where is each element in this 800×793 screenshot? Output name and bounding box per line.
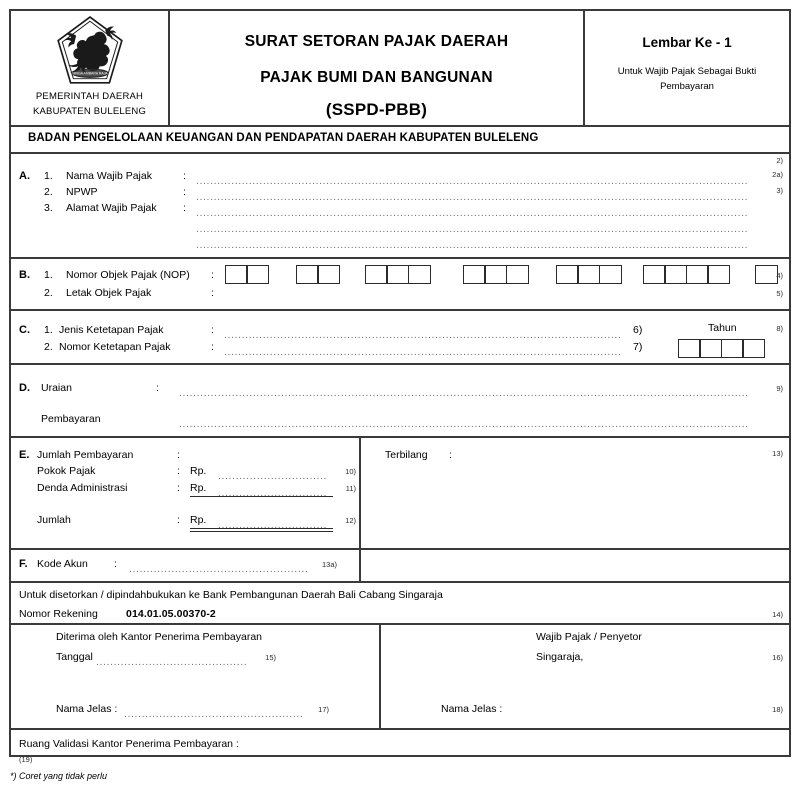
nop-box-group-7[interactable] — [755, 265, 778, 284]
section-e-row-2-colon: : — [177, 482, 180, 494]
section-e-title-colon: : — [177, 449, 180, 461]
section-d-input-line-2[interactable] — [179, 419, 747, 429]
section-b-row-1-colon: : — [211, 269, 214, 281]
section-c-letter: C. — [19, 324, 30, 336]
section-a-row-1-colon: : — [183, 170, 186, 182]
receiver-name-input-line[interactable] — [124, 709, 302, 719]
nop-box[interactable] — [599, 265, 622, 284]
taxpayer-name-ref: 18) — [772, 705, 783, 714]
section-f-vertical-divider — [359, 548, 361, 581]
section-f-label: Kode Akun — [37, 558, 88, 570]
rule-above-section-d — [11, 363, 789, 365]
form-title-abbreviation: (SSPD-PBB) — [325, 100, 428, 119]
signature-vertical-divider — [379, 623, 381, 728]
section-c-row-1-colon: : — [211, 324, 214, 336]
section-e-row-2-label: Denda Administrasi — [37, 482, 128, 494]
rule-above-section-c — [11, 309, 789, 311]
section-c-row-2-label: Nomor Ketetapan Pajak — [59, 341, 171, 353]
year-box-group[interactable] — [678, 339, 765, 358]
rule-above-validation — [11, 728, 789, 730]
section-e-total-rule — [190, 528, 333, 532]
rule-above-signatures — [11, 623, 789, 625]
section-d-colon: : — [156, 382, 159, 394]
section-b-row-1-number: 1. — [44, 269, 53, 281]
receiver-name-ref: 17) — [318, 705, 329, 714]
nop-box[interactable] — [755, 265, 778, 284]
buleleng-regency-crest-icon — [55, 15, 125, 87]
rule-above-section-f — [11, 548, 789, 550]
section-e-row-1-currency: Rp. — [190, 465, 207, 477]
nop-box[interactable] — [386, 265, 409, 284]
section-e-letter: E. — [19, 449, 30, 461]
receiver-signature-heading: Diterima oleh Kantor Penerima Pembayaran — [56, 631, 263, 643]
section-d-ref: 9) — [776, 384, 783, 393]
section-b-row-1-label: Nomor Objek Pajak (NOP) — [66, 269, 190, 281]
nop-box[interactable] — [686, 265, 709, 284]
section-e-row-3-colon: : — [177, 514, 180, 526]
section-e-row-2-currency: Rp. — [190, 482, 207, 494]
year-box[interactable] — [721, 339, 744, 358]
nop-box[interactable] — [246, 265, 269, 284]
form-footnote: *) Coret yang tidak perlu — [10, 771, 108, 781]
section-c-row-1-ref: 6) — [633, 324, 643, 336]
terbilang-label: Terbilang — [385, 449, 428, 461]
bank-account-number: 014.01.05.00370-2 — [126, 608, 216, 620]
section-a-row-3-number: 3. — [44, 202, 53, 214]
government-level-line-1: PEMERINTAH DAERAH — [35, 91, 144, 102]
section-a-row-2-input-line[interactable] — [196, 192, 748, 202]
terbilang-ref: 13) — [772, 449, 783, 458]
section-a-row-2-number: 2. — [44, 186, 53, 198]
section-e-row-3-currency: Rp. — [190, 514, 207, 526]
sheet-purpose-label: Untuk Wajib Pajak Sebagai Bukti Pembayaran — [617, 66, 757, 92]
section-f-ref: 13a) — [321, 560, 337, 569]
nop-box[interactable] — [317, 265, 340, 284]
section-f-letter: F. — [19, 558, 28, 570]
receiver-date-input-line[interactable] — [96, 657, 248, 667]
form-outer-frame — [9, 9, 791, 764]
terbilang-colon: : — [449, 449, 452, 461]
section-e-row-1-label: Pokok Pajak — [37, 465, 96, 477]
nop-box[interactable] — [225, 265, 248, 284]
nop-box-group-5[interactable] — [556, 265, 622, 284]
rule-above-bank-band — [11, 581, 789, 583]
nop-box[interactable] — [408, 265, 431, 284]
nop-box-group-2[interactable] — [296, 265, 340, 284]
nop-box[interactable] — [463, 265, 486, 284]
section-a-row-2-colon: : — [183, 186, 186, 198]
header-logo-cell — [11, 11, 168, 125]
nop-box-group-4[interactable] — [463, 265, 529, 284]
section-f-input-line[interactable] — [129, 564, 309, 574]
section-b-row-1-ref: 4) — [776, 271, 783, 280]
section-b-row-2-colon: : — [211, 287, 214, 299]
section-e-subtotal-rule — [190, 496, 333, 497]
svg-text:SINGA AMBARA RAJA: SINGA AMBARA RAJA — [71, 71, 108, 76]
agency-name-label: BADAN PENGELOLAAN KEUANGAN DAN PENDAPATAN DAERAH KABUPATEN BULELENG — [28, 132, 539, 144]
receiver-date-ref: 15) — [265, 653, 276, 662]
section-f-colon: : — [114, 558, 117, 570]
rule-above-section-e — [11, 436, 789, 438]
rule-above-section-b — [11, 257, 789, 259]
nop-box[interactable] — [296, 265, 319, 284]
section-c-row-1-label: Jenis Ketetapan Pajak — [59, 324, 164, 336]
section-d-input-line-1[interactable] — [179, 388, 747, 398]
nop-box[interactable] — [577, 265, 600, 284]
section-a-row-1-label: Nama Wajib Pajak — [66, 170, 152, 182]
section-c-year-label: Tahun — [708, 322, 737, 334]
year-box[interactable] — [742, 339, 765, 358]
sheet-number-label: Lembar Ke - 1 — [642, 35, 732, 50]
section-e-vertical-divider — [359, 436, 361, 548]
section-e-row-3-label: Jumlah — [37, 514, 71, 526]
nop-box[interactable] — [643, 265, 666, 284]
form-title-line-1: SURAT SETORAN PAJAK DAERAH — [244, 33, 509, 50]
section-e-row-1-colon: : — [177, 465, 180, 477]
bank-deposit-instruction: Untuk disetorkan / dipindahbukukan ke Bank Pembangunan Daerah Bali Cabang Singaraja — [19, 589, 443, 601]
section-d-label-uraian: Uraian — [41, 382, 72, 394]
nop-box[interactable] — [484, 265, 507, 284]
taxpayer-place-ref: 16) — [772, 653, 783, 662]
taxpayer-name-label: Nama Jelas : — [441, 703, 503, 715]
section-c-row-2-input-line[interactable] — [224, 347, 622, 357]
nop-box[interactable] — [506, 265, 529, 284]
bank-ref: 14) — [772, 610, 783, 619]
section-a-row-2-label: NPWP — [66, 186, 98, 198]
section-c-row-2-ref: 7) — [633, 341, 643, 353]
section-e-title: Jumlah Pembayaran — [37, 449, 134, 461]
taxpayer-signature-heading: Wajib Pajak / Penyetor — [536, 631, 642, 643]
nop-box[interactable] — [556, 265, 579, 284]
section-a-row-2-ref: 3) — [776, 186, 783, 195]
year-box[interactable] — [678, 339, 701, 358]
nop-box-group-1[interactable] — [225, 265, 269, 284]
section-c-row-2-number: 2. — [44, 341, 53, 353]
section-a-row-1-ref: 2a) — [772, 170, 783, 179]
section-e-row-2-ref: 11) — [345, 484, 356, 493]
section-d-letter: D. — [19, 382, 30, 394]
section-c-row-1-number: 1. — [44, 324, 53, 336]
section-a-row-3-colon: : — [183, 202, 186, 214]
section-a-letter: A. — [19, 170, 30, 182]
header-title-cell — [170, 11, 583, 125]
section-a-row-1-number: 1. — [44, 170, 53, 182]
validation-ref: (19) — [19, 755, 33, 764]
nop-box[interactable] — [365, 265, 388, 284]
section-a-row-1-input-line[interactable] — [196, 176, 748, 186]
taxpayer-place-label: Singaraja, — [536, 651, 584, 663]
section-b-row-2-label: Letak Objek Pajak — [66, 287, 152, 299]
section-c-row-2-colon: : — [211, 341, 214, 353]
section-c-year-ref: 8) — [776, 324, 783, 333]
section-d-label-pembayaran: Pembayaran — [41, 413, 101, 425]
form-title-line-2: PAJAK BUMI DAN BANGUNAN — [260, 69, 493, 86]
section-b-row-2-ref: 5) — [776, 289, 783, 298]
nop-box[interactable] — [664, 265, 687, 284]
header-sheet-copy-cell — [585, 11, 789, 125]
receiver-date-label: Tanggal — [56, 651, 93, 663]
section-e-row-3-ref: 12) — [345, 516, 356, 525]
year-box[interactable] — [699, 339, 722, 358]
section-a-row-3-label: Alamat Wajib Pajak — [66, 202, 157, 214]
validation-label: Ruang Validasi Kantor Penerima Pembayaran : — [19, 738, 239, 750]
bank-account-label: Nomor Rekening — [19, 608, 98, 620]
rule-below-header — [11, 125, 789, 127]
section-b-row-2-number: 2. — [44, 287, 53, 299]
section-a-row-3-input-line-3[interactable] — [196, 240, 748, 250]
nop-box-group-3[interactable] — [365, 265, 431, 284]
rule-below-agency — [11, 152, 789, 154]
receiver-name-label: Nama Jelas : — [56, 703, 118, 715]
government-level-line-2: KABUPATEN BULELENG — [32, 106, 147, 117]
section-c-row-1-input-line[interactable] — [224, 330, 622, 340]
nop-box[interactable] — [707, 265, 730, 284]
section-a-row-3-input-line-1[interactable] — [196, 208, 748, 218]
section-a-row-3-input-line-2[interactable] — [196, 224, 748, 234]
section-a-ref-top: 2) — [776, 156, 783, 165]
section-e-row-1-ref: 10) — [345, 467, 356, 476]
section-e-row-1-input-line[interactable] — [218, 471, 326, 481]
nop-box-group-6[interactable] — [643, 265, 730, 284]
section-b-letter: B. — [19, 269, 30, 281]
